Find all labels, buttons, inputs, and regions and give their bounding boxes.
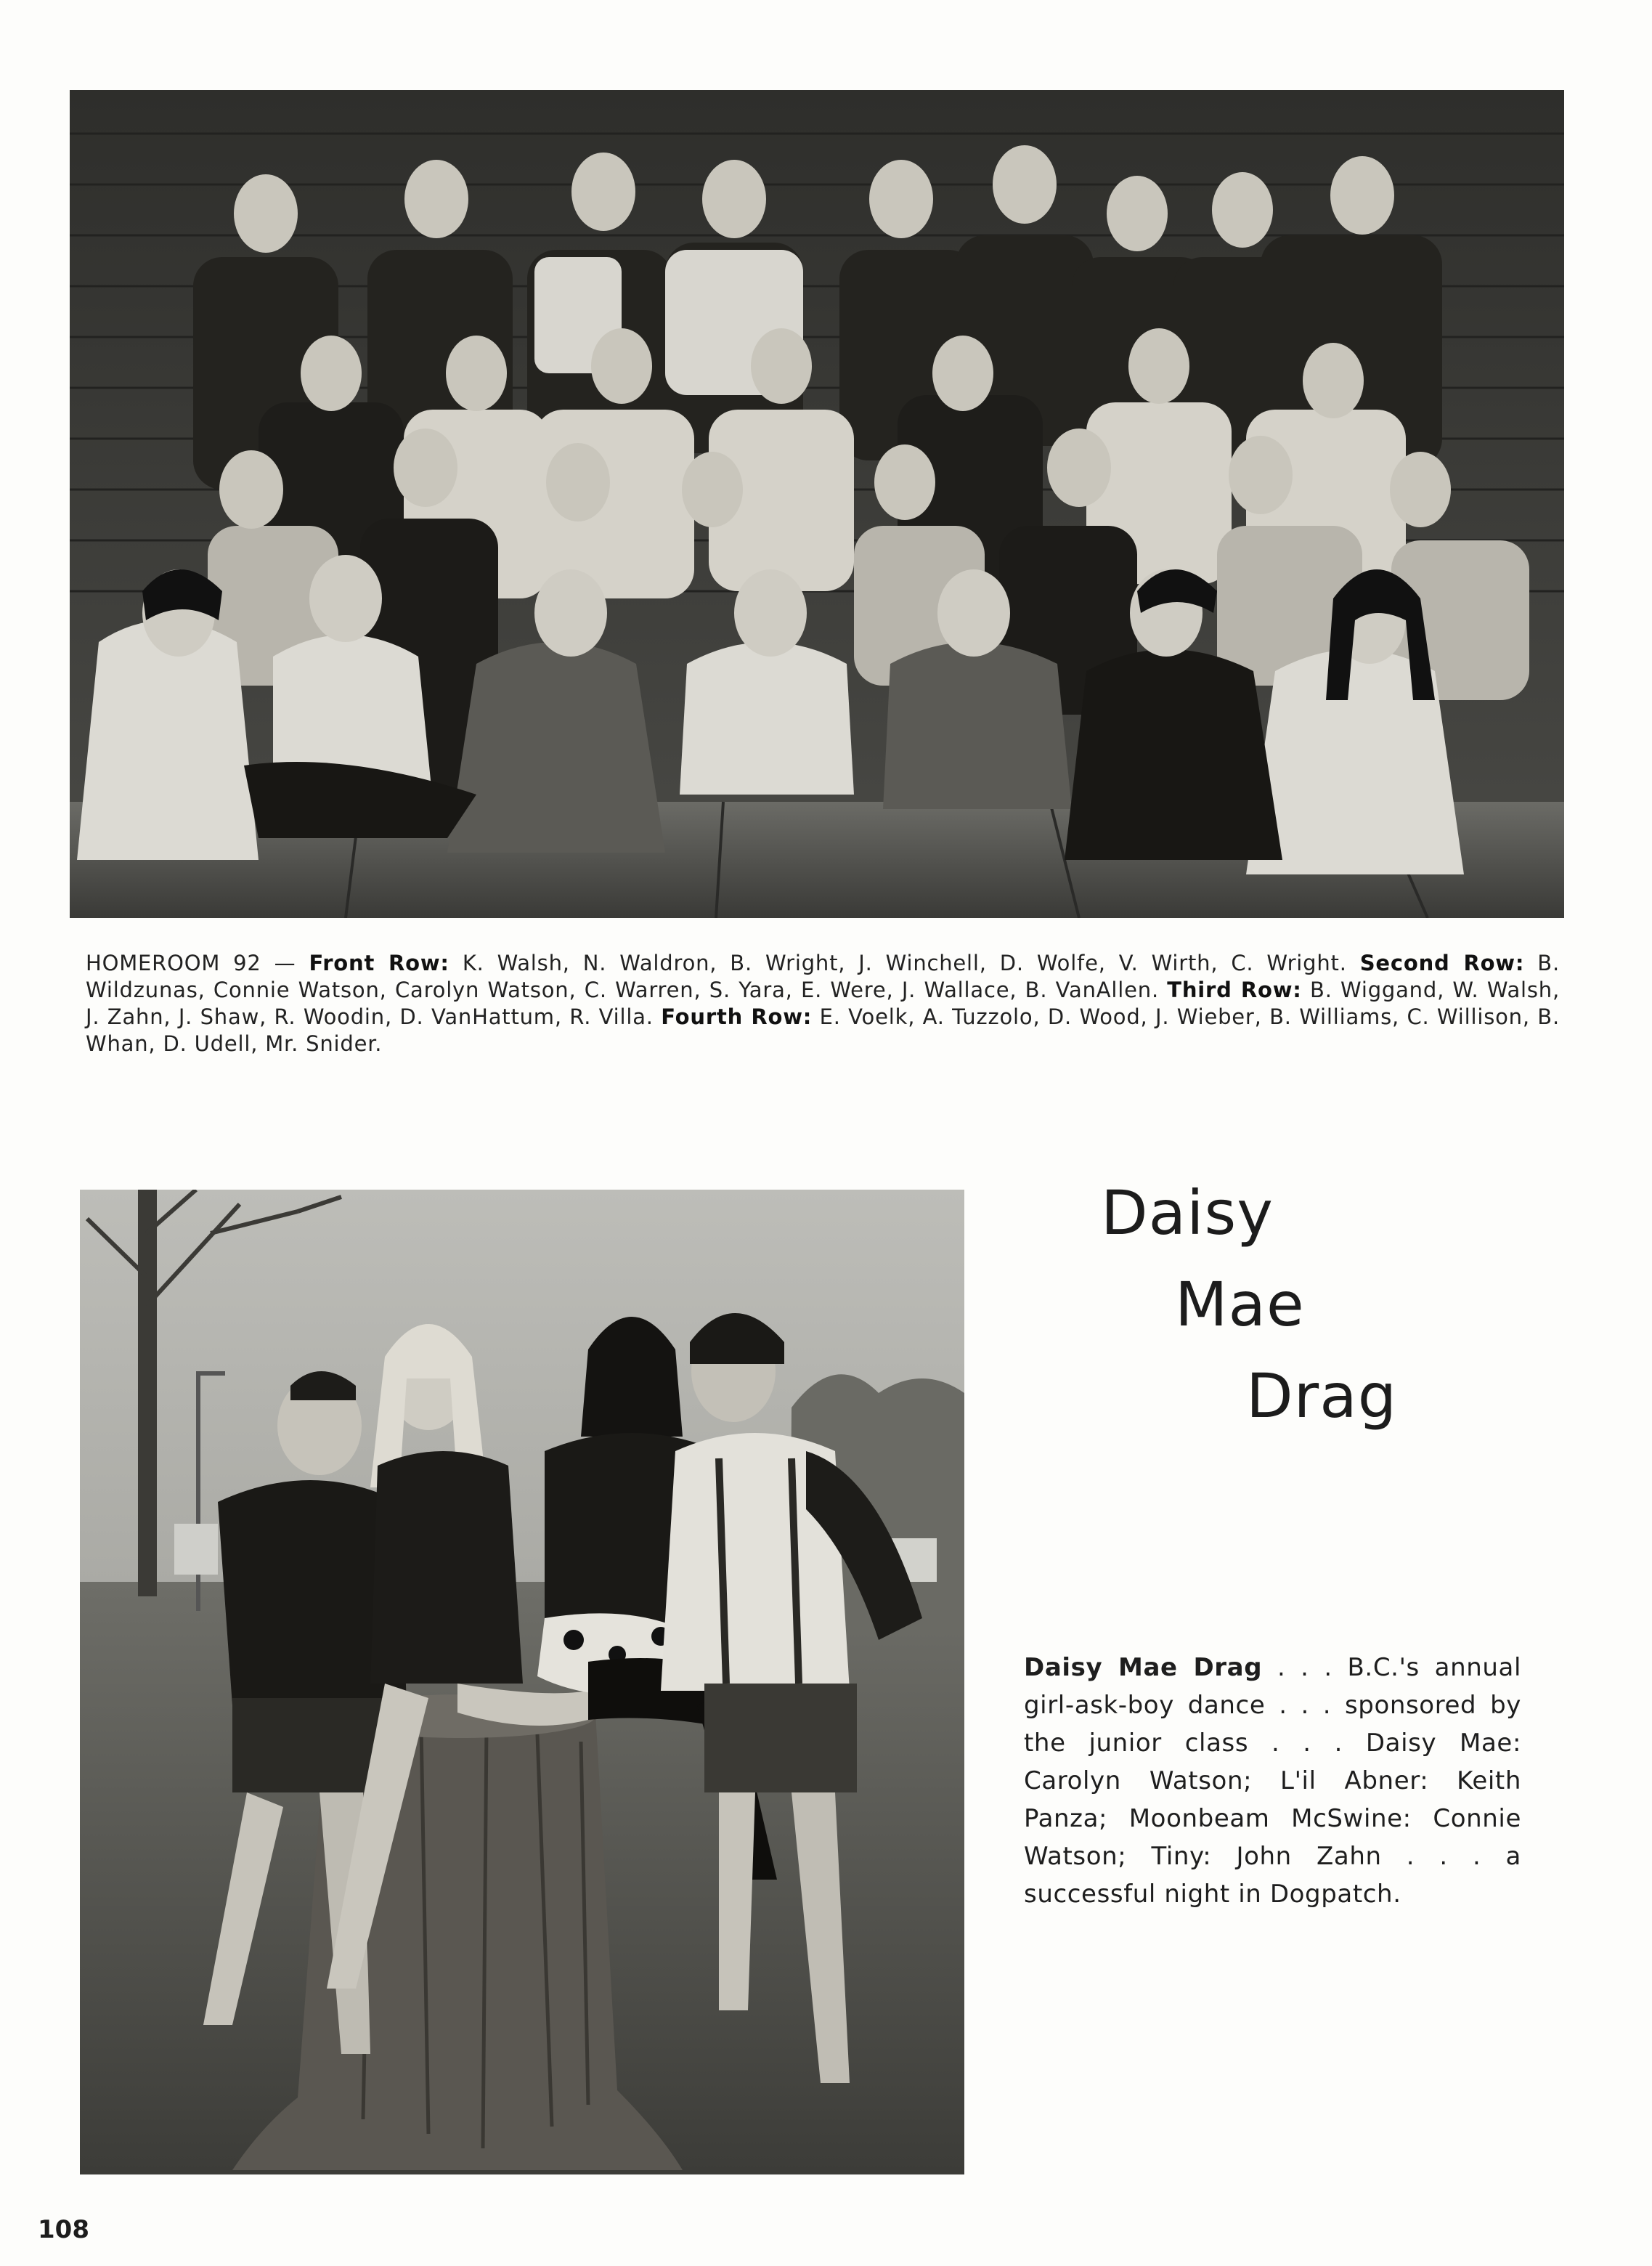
front-row-names: K. Walsh, N. Waldron, B. Wright, J. Winchell, D. Wolfe, V. Wirth, C. Wright. xyxy=(462,951,1347,975)
second-row-label: Second Row: xyxy=(1359,951,1525,975)
homeroom-caption xyxy=(86,950,1560,1057)
story-body: . . . B.C.'s annual girl-ask-boy dance . . . sponsored by the junior class . . . Daisy Mae: Carolyn Watson; L'il Abner: Keith Panza; Moonbeam McSwine: Connie Watson; Tiny: John Zahn . . . a successful night in Dogpatch. xyxy=(1024,1653,1521,1909)
headline-line-2: Mae xyxy=(1175,1269,1305,1340)
third-row-names: B. Wiggand, W. Walsh, J. Zahn, J. Shaw, R. Woodin, D. VanHattum, R. Villa. xyxy=(86,978,1560,1029)
headline-line-1: Daisy xyxy=(1101,1177,1274,1248)
headline-line-3: Drag xyxy=(1246,1360,1398,1432)
second-row-names: B. Wildzunas, Connie Watson, Carolyn Watson, C. Warren, S. Yara, E. Were, J. Wallace, B. VanAllen. xyxy=(86,951,1560,1002)
homeroom-title: HOMEROOM 92 — xyxy=(86,951,296,975)
page-number: 108 xyxy=(38,2215,89,2244)
homeroom-group-photo xyxy=(70,90,1564,918)
daisy-mae-drag-photo xyxy=(80,1190,964,2174)
third-row-label: Third Row: xyxy=(1167,978,1302,1002)
daisy-mae-drag-story xyxy=(1024,1649,1521,1913)
story-lead: Daisy Mae Drag xyxy=(1024,1653,1263,1682)
fourth-row-label: Fourth Row: xyxy=(661,1004,813,1029)
fourth-row-names: E. Voelk, A. Tuzzolo, D. Wood, J. Wieber, B. Williams, C. Willison, B. Whan, D. Udell, Mr. Snider. xyxy=(86,1004,1560,1056)
front-row-label: Front Row: xyxy=(309,951,449,975)
